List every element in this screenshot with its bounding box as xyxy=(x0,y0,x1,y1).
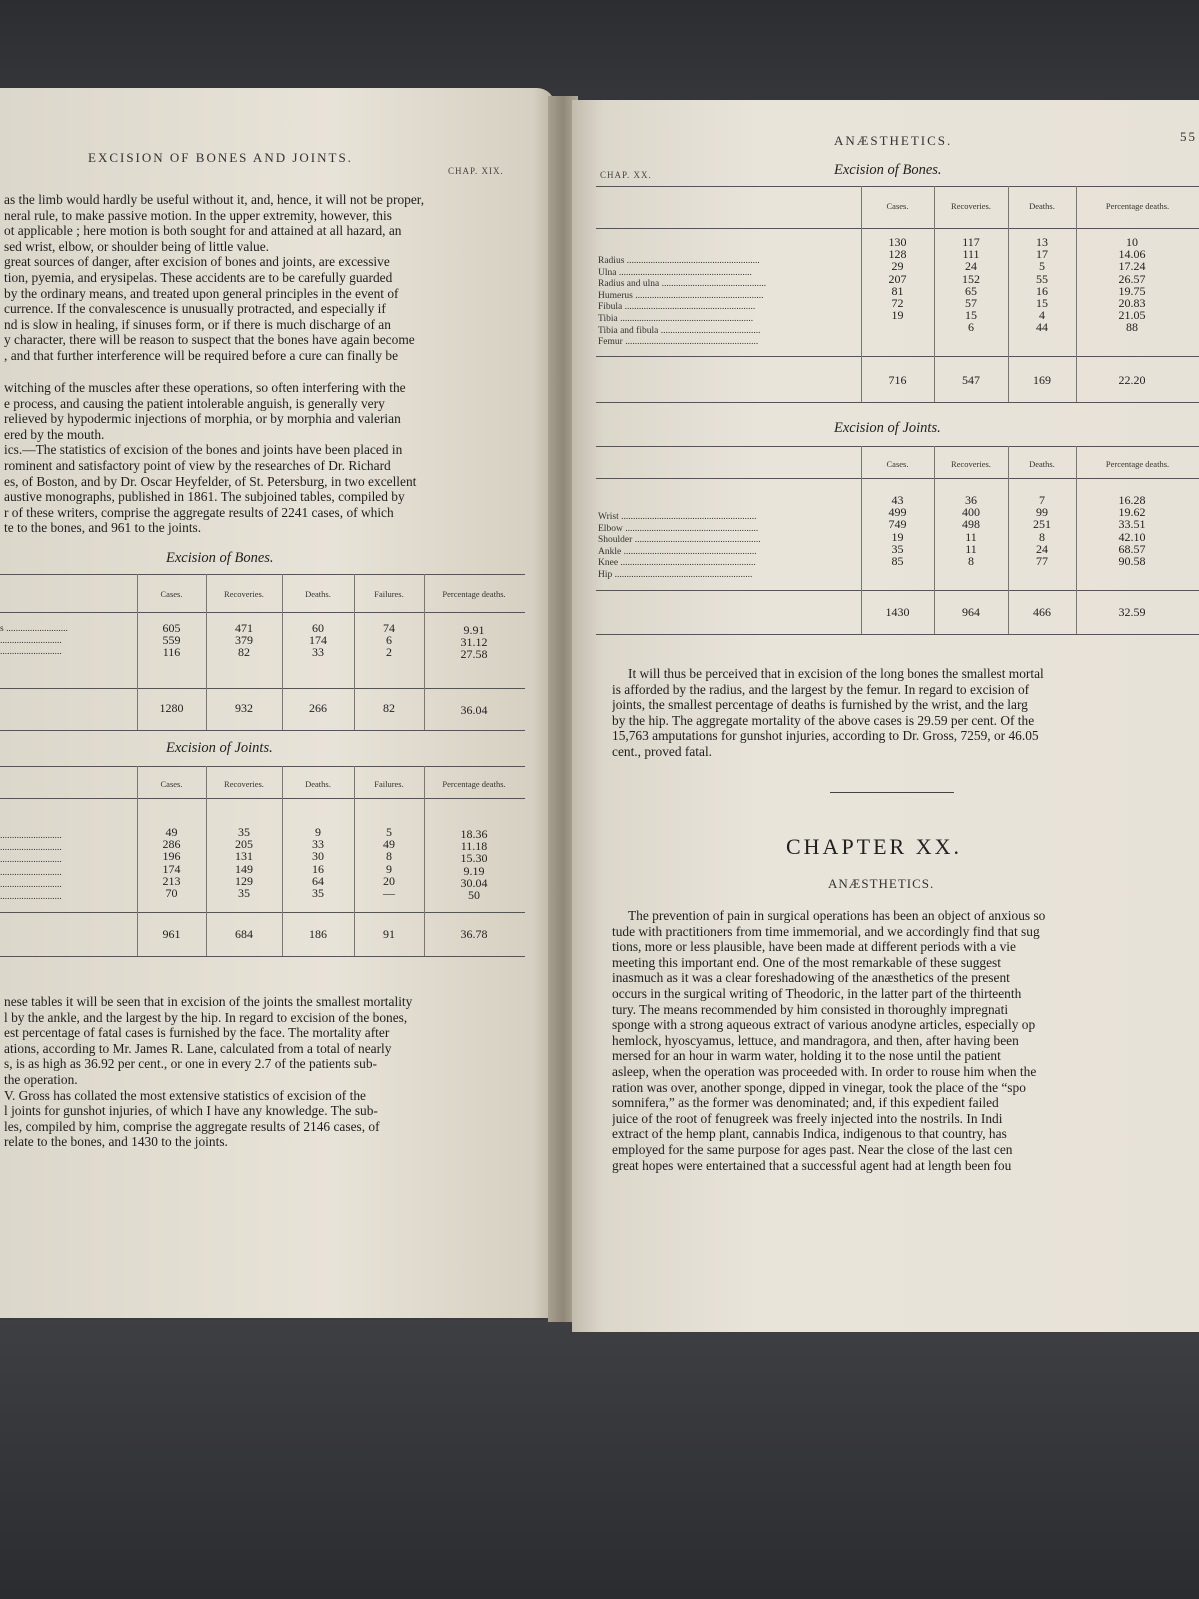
col-percentage: 10 14.06 17.24 26.57 19.75 20.83 21.05 88 xyxy=(1118,235,1146,335)
left-paragraph-3: nese tables it will be seen that in excision of the joints the smallest mortality l by the ankle, and the largest by the hip. In regard to excision of the bones, est percentage of fatal cases is furnished by the face. The mortality after ations, according to Mr. James R. Lane, calculated from a total of nearly s, is as high as 36.92 per cent., or one in every 2.7 of the patients sub- the operation. V. Gross has collated the most extensive statistics of excision of the l joints for gunshot injuries, of which I have any knowledge. The sub- les, compiled by him, comprise the aggregate results of 2146 cases, of relate to the bones, and 1430 to the joints. xyxy=(4,994,413,1150)
col-cases: 49 286 196 174 213 70 xyxy=(162,825,181,900)
row-label-hip: Hip .......................................................... xyxy=(598,569,753,580)
row-label-elbow: Elbow ........................................................ xyxy=(598,523,759,534)
col-percentage: 16.28 19.62 33.51 42.10 68.57 90.58 xyxy=(1118,493,1146,568)
left-bones-table-caption: Excision of Bones. xyxy=(166,550,274,566)
col-header-recoveries: Recoveries. xyxy=(951,459,991,469)
row-label-knee: Knee ......................................................... xyxy=(598,558,756,569)
total-cases: 1430 xyxy=(885,605,910,619)
row-label-tibia: Tibia ........................................................ xyxy=(598,313,754,324)
left-paragraph-2: witching of the muscles after these operations, so often interfering with the e process, and causing the patient intolerable anguish, is generally very relieved by hypodermic injections of morphia, or by morphia and valerian ered by the mouth. ics.—The statistics of excision of the bones and joints have been placed in rominent and satisfactory point of view by the researches of Dr. Richard es, of Boston, and by Dr. Oscar Heyfelder, of St. Petersburg, in two excellent austive monographs, published in 1861. The subjoined tables, compiled by r of these writers, comprise the aggregate results of 2241 cases, of which te to the bones, and 961 to the joints. xyxy=(4,380,417,536)
total-percentage: 36.78 xyxy=(460,927,488,941)
col-header-cases: Cases. xyxy=(886,459,909,469)
row-label-radius-ulna: Radius and ulna ............................................ xyxy=(598,279,767,290)
page-number: 55 xyxy=(1180,129,1197,144)
left-joints-table-caption: Excision of Joints. xyxy=(166,740,273,756)
background-table-surface xyxy=(0,1320,1199,1599)
row-label-shoulder: Shoulder ..................................................... xyxy=(598,535,761,546)
col-header-deaths: Deaths. xyxy=(1029,459,1055,469)
total-cases: 1280 xyxy=(159,701,184,715)
row-label-humerus: Humerus ...................................................... xyxy=(598,290,764,301)
col-cases: 605 559 116 xyxy=(162,621,181,660)
right-joints-table xyxy=(596,446,1199,642)
col-recoveries: 117 111 24 152 65 57 15 6 xyxy=(962,235,980,335)
left-running-head: EXCISION OF BONES AND JOINTS. xyxy=(88,150,353,165)
col-header-deaths: Deaths. xyxy=(305,779,331,789)
right-page xyxy=(572,100,1199,1332)
col-deaths: 13 17 5 55 16 15 4 44 xyxy=(1036,235,1048,335)
col-header-failures: Failures. xyxy=(374,779,404,789)
section-divider xyxy=(830,792,954,793)
col-failures: 5 49 8 9 20 — xyxy=(383,825,395,900)
left-bones-table xyxy=(0,574,530,734)
row-labels xyxy=(598,512,860,582)
right-bones-table-caption: Excision of Bones. xyxy=(834,162,942,178)
col-recoveries: 471 379 82 xyxy=(235,621,253,660)
total-percentage: 36.04 xyxy=(460,703,488,717)
total-percentage: 22.20 xyxy=(1118,373,1146,387)
total-recoveries: 964 xyxy=(962,605,980,619)
chapter-title: CHAPTER XX. xyxy=(786,834,963,859)
col-header-recoveries: Recoveries. xyxy=(951,201,991,211)
row-label-fibula: Fibula ....................................................... xyxy=(598,302,756,313)
col-percentage: 9.91 31.12 27.58 xyxy=(460,623,488,662)
col-header-cases: Cases. xyxy=(160,589,183,599)
col-recoveries: 36 400 498 11 11 8 xyxy=(962,493,980,568)
col-header-cases: Cases. xyxy=(886,201,909,211)
right-running-head: ANÆSTHETICS. xyxy=(834,133,953,148)
col-header-percentage: Percentage deaths. xyxy=(442,779,506,789)
right-joints-table-caption: Excision of Joints. xyxy=(834,420,941,436)
col-header-recoveries: Recoveries. xyxy=(224,589,264,599)
col-header-failures: Failures. xyxy=(374,589,404,599)
total-recoveries: 684 xyxy=(235,927,253,941)
row-labels xyxy=(598,256,860,349)
row-label-wrist: Wrist ......................................................... xyxy=(598,512,757,522)
col-header-deaths: Deaths. xyxy=(305,589,331,599)
total-percentage: 32.59 xyxy=(1118,605,1146,619)
col-header-cases: Cases. xyxy=(160,779,183,789)
right-chapter-mark: CHAP. XX. xyxy=(600,170,652,180)
col-recoveries: 35 205 131 149 129 35 xyxy=(235,825,253,900)
total-cases: 961 xyxy=(162,927,181,941)
chapter-subtitle: ANÆSTHETICS. xyxy=(828,876,935,891)
total-failures: 82 xyxy=(383,701,395,715)
left-page xyxy=(0,88,555,1318)
total-deaths: 466 xyxy=(1033,605,1051,619)
total-failures: 91 xyxy=(383,927,395,941)
col-header-percentage: Percentage deaths. xyxy=(1105,201,1170,211)
left-joints-table xyxy=(0,766,530,962)
total-recoveries: 932 xyxy=(235,701,253,715)
col-cases: 130 128 29 207 81 72 19 xyxy=(888,235,907,323)
row-label-femur: Femur ........................................................ xyxy=(598,337,759,348)
row-label-ankle: Ankle ........................................................ xyxy=(598,546,757,557)
col-header-percentage: Percentage deaths. xyxy=(442,589,506,599)
total-deaths: 169 xyxy=(1033,373,1051,387)
col-cases: 43 499 749 19 35 85 xyxy=(888,493,907,568)
right-paragraph-2: The prevention of pain in surgical operations has been an object of anxious so tude with practitioners from time immemorial, and we accordingly find that sug tions, more or less plausible, have been made at different periods with a vie meeting this important end. One of the most remarkable of these suggest inasmuch as it was a clear foreshadowing of the anæsthetics of the present occurs in the surgical writing of Theodoric, in the latter part of the thirteenth tury. The means recommended by him consisted in thoroughly impregnati sponge with a strong aqueous extract of various anodyne articles, especially op hemlock, hyoscyamus, lettuce, and mandragora, and then, after having been mersed for an hour in warm water, holding it to the nose until the patient asleep, when the operation was proceeded with. In order to rouse him when the ration was over, another sponge, dipped in vinegar, took the place of the “spo somnifera,” as the former was denominated; and, if this expedient failed juice of the root of fenugreek was freely injected into the nostrils. In Indi extract of the hemp plant, cannabis Indica, indigenous to that country, has employed for the same purpose for ages past. Near the close of the last cen great hopes were entertained that a successful agent had at length been fou xyxy=(612,908,1046,1173)
col-percentage: 18.36 11.18 15.30 9.19 30.04 50 xyxy=(460,827,488,902)
right-paragraph-1: It will thus be perceived that in excision of the long bones the smallest mortal is afforded by the radius, and the largest by the femur. In regard to excision of joints, the smallest percentage of deaths is furnished by the wrist, and the larg by the hip. The aggregate mortality of the above cases is 29.59 per cent. Of the 15,763 amputations for gunshot injuries, according to Dr. Gross, 7259, or 46.05 cent., proved fatal. xyxy=(612,666,1044,759)
col-deaths: 60 174 33 xyxy=(309,621,327,660)
col-header-percentage: Percentage deaths. xyxy=(1105,459,1170,469)
total-deaths: 186 xyxy=(309,927,327,941)
row-label-ulna: Ulna ........................................................ xyxy=(598,267,752,278)
left-chapter-mark: CHAP. XIX. xyxy=(448,166,504,176)
col-failures: 74 6 2 xyxy=(383,621,395,660)
col-deaths: 9 33 30 16 64 35 xyxy=(312,825,324,900)
col-header-recoveries: Recoveries. xyxy=(224,779,264,789)
left-paragraph-1: as the limb would hardly be useful without it, and, hence, it will not be proper, neral rule, to make passive motion. In the upper extremity, however, this ot applicable ; here motion is both sought for and attained at all hazard, an sed wrist, elbow, or shoulder being of little value. great sources of danger, after excision of bones and joints, are excessive tion, pyemia, and erysipelas. These accidents are to be carefully guarded by the ordinary means, and treated upon general principles in the event of currence. If the convalescence is unusually protracted, and especially if nd is slow in healing, if sinuses form, or if there is much discharge of an y character, there will be reason to suspect that the bones have again become , and that further interference will be required before a cure can finally be xyxy=(4,192,425,363)
row-label-tibia-fibula: Tibia and fibula .......................................... xyxy=(598,325,761,336)
total-cases: 716 xyxy=(888,373,907,387)
total-deaths: 266 xyxy=(309,701,327,715)
col-deaths: 7 99 251 8 24 77 xyxy=(1033,493,1051,568)
col-header-deaths: Deaths. xyxy=(1029,201,1055,211)
total-recoveries: 547 xyxy=(962,373,980,387)
row-leaders: .......................... .......................... .......................... .......................... .......................... .......................... xyxy=(0,831,62,903)
row-labels: s .......................... .......................... .......................... xyxy=(0,624,68,658)
right-bones-table xyxy=(596,186,1199,412)
row-label-radius: Radius ........................................................ xyxy=(598,256,760,266)
